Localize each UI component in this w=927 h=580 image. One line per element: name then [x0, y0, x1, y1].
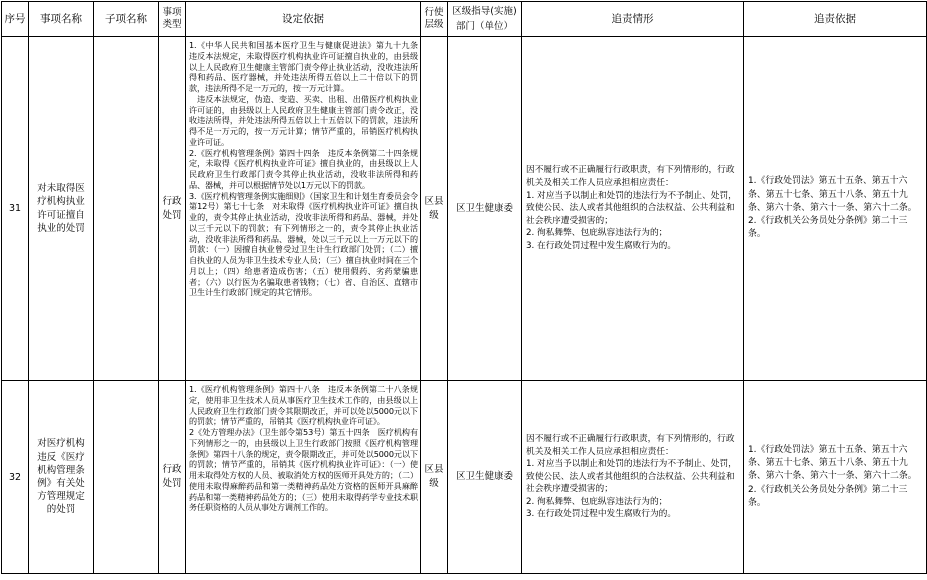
basis-paragraph: 1.《中华人民共和国基本医疗卫生与健康促进法》第九十九条 违反本法规定，未取得医疗机构执业许可证擅自执业的，由县级以上人民政府卫生健康主管部门责令停止执业活动，没收违法所得和药品、医疗器械，并处违法所得五倍以上二十倍以下的罚款，违法所得不足一万元的，按一万元计算。 [189, 40, 426, 93]
row-seq: 32 [2, 381, 29, 574]
header-situation: 追责情形 [522, 2, 744, 37]
accountability-paragraph: 1.《行政处罚法》第五十五条、第五十六条、第五十七条、第五十八条、第五十九条、第六十条、第六十一条、第六十二条。 [748, 176, 917, 213]
basis-paragraph: 2.《医疗机构管理条例》第四十四条 违反本条例第二十四条规定，未取得《医疗机构执业许可证》擅自执业的，由县级以上人民政府卫生行政部门责令其停止执业活动，没收非法所得和药品、器械，并可以根据情节处以1万元以下的罚款。 [189, 147, 418, 190]
header-item-type: 事项类型 [159, 2, 186, 37]
situation-paragraph: 2. 徇私舞弊、包庇纵容违法行为的； [526, 496, 668, 507]
row-situation [522, 37, 744, 381]
situation-paragraph: 3. 在行政处罚过程中发生腐败行为的。 [526, 240, 677, 251]
row-level: 区县级 [421, 37, 448, 381]
header-row [2, 2, 927, 37]
row-situation [522, 381, 744, 574]
situation-paragraph: 1. 对应当予以制止和处罚的违法行为不予制止、处罚，致使公民、法人或者其他组织的合法权益、公共利益和社会秩序遭受损害的； [526, 459, 737, 495]
row-level: 区县级 [421, 381, 448, 574]
accountability-paragraph: 2.《行政机关公务员处分条例》第二十三条。 [748, 484, 908, 508]
row-accountability [744, 381, 927, 574]
row-dept: 区卫生健康委 [448, 37, 522, 381]
row-item-name: 对医疗机构违反《医疗机构管理条例》有关处方管理规定的处罚 [29, 381, 94, 574]
row-basis [186, 37, 426, 381]
basis-paragraph: 2《处方管理办法》（卫生部令第53号）第五十四条 医疗机构有下列情形之一的，由县级以上卫生行政部门按照《医疗机构管理条例》第四十八条的规定，责令限期改正，并可处以5000元以下的罚款；情节严重的，吊销其《医疗机构执业许可证》：（一）使用未取得处方权的人员、被取消处方权的医师开具处方的；（二）使用未取得麻醉药品和第一类精神药品处方资格的医师开具麻醉药品和第一类精神药品处方的；（三）使用未取得药学专业技术职务任职资格的人员从事处方调剂工作的。 [189, 427, 418, 513]
row-sub-item-name [94, 381, 159, 574]
basis-paragraph: 1.《医疗机构管理条例》第四十八条 违反本条例第二十八条规定，使用非卫生技术人员从事医疗卫生技术工作的，由县级以上人民政府卫生行政部门责令其限期改正，并可以处以5000元以下的罚款；情节严重的，吊销其《医疗机构执业许可证》。 [189, 384, 418, 427]
row-accountability [744, 37, 927, 381]
accountability-table [1, 1, 927, 574]
table-row [2, 37, 927, 381]
table-row [2, 381, 927, 574]
row-seq: 31 [2, 37, 29, 381]
row-item-name: 对未取得医疗机构执业许可证擅自执业的处罚 [29, 37, 94, 381]
situation-paragraph: 因不履行或不正确履行行政职责，有下列情形的，行政机关及相关工作人员应承担相应责任： [526, 165, 735, 189]
header-accountability-basis: 追责依据 [744, 2, 927, 37]
header-dept: 区级指导(实施)部门（单位） [448, 2, 522, 37]
header-item-name: 事项名称 [29, 2, 94, 37]
situation-paragraph: 3. 在行政处罚过程中发生腐败行为的。 [526, 509, 677, 520]
row-sub-item-name [94, 37, 159, 381]
row-dept: 区卫生健康委 [448, 381, 522, 574]
header-sub-item-name: 子项名称 [94, 2, 159, 37]
accountability-paragraph: 1.《行政处罚法》第五十五条、第五十六条、第五十七条、第五十八条、第五十九条、第六十条、第六十一条、第六十二条。 [748, 444, 917, 482]
row-basis [186, 381, 421, 574]
situation-paragraph: 因不履行或不正确履行行政职责，有下列情形的，行政机关及相关工作人员应承担相应责任： [526, 433, 735, 457]
situation-paragraph: 2. 徇私舞弊、包庇纵容违法行为的； [526, 228, 668, 239]
row-item-type: 行政处罚 [159, 37, 186, 381]
header-basis: 设定依据 [186, 2, 421, 37]
accountability-paragraph: 2.《行政机关公务员处分条例》第二十三条。 [748, 216, 908, 240]
header-level: 行使层级 [421, 2, 448, 37]
row-item-type: 行政处罚 [159, 381, 186, 574]
situation-paragraph: 1. 对应当予以制止和处罚的违法行为不予制止、处罚，致使公民、法人或者其他组织的合法权益、公共利益和社会秩序遭受损害的； [526, 190, 737, 226]
basis-paragraph: 违反本法规定，伪造、变造、买卖、出租、出借医疗机构执业许可证的，由县级以上人民政府卫生健康主管部门责令改正，没收违法所得，并处违法所得五倍以上十五倍以下的罚款，违法所得不足一万元的，按一万元计算；情节严重的，吊销医疗机构执业许可证。 [189, 93, 418, 147]
basis-paragraph: 3.《医疗机构管理条例实施细则》（国家卫生和计划生育委员会令第12号）第七十七条 对未取得《医疗机构执业许可证》擅自执业的，责令其停止执业活动，没收非法所得和药品、器械，并处以三千元以下的罚款；有下列情形之一的，责令其停止执业活动，没收非法所得和药品、器械，处以三千元以上一万元以下的罚款：（一）因擅自执业曾受过卫生计生行政部门处罚；（二）擅自执业的人员为非卫生技术专业人员；（三）擅自执业时间在三个月以上；（四）给患者造成伤害；（五）使用假药、劣药蒙骗患者；（六）以行医为名骗取患者钱物；（七）省、自治区、直辖市卫生计生行政部门规定的其它情形。 [189, 190, 418, 298]
header-seq: 序号 [2, 2, 29, 37]
